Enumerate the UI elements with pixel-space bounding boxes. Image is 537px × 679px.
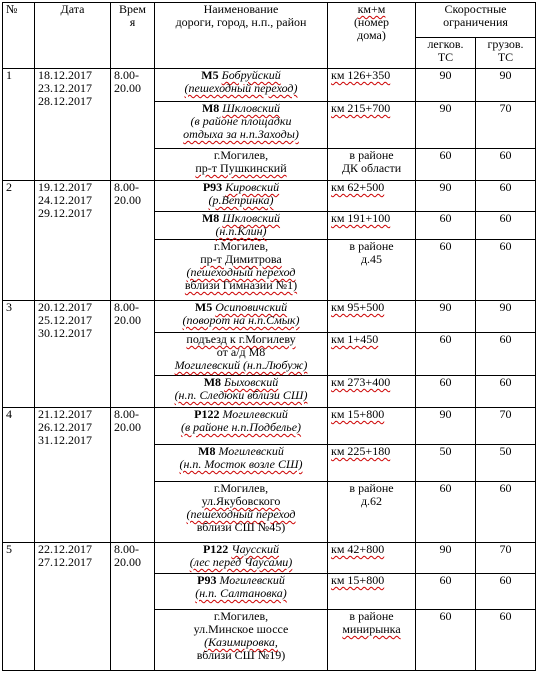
road-direction: Могилевский <box>218 444 284 458</box>
km-value: в районе <box>349 609 394 623</box>
truck-speed-limit <box>476 610 536 671</box>
road-cell <box>155 574 328 610</box>
time-value: 20.00 <box>114 420 141 434</box>
date-value: 23.12.2017 <box>38 81 92 95</box>
road-detail: г.Могилев, <box>213 148 269 162</box>
time-value: 20.00 <box>114 555 141 569</box>
truck-speed-limit <box>476 376 536 408</box>
time-cell <box>111 69 155 181</box>
km-value: км 273+400 <box>331 375 391 389</box>
truck-speed-value: 90 <box>499 68 512 82</box>
km-value: км 225+180 <box>331 444 391 458</box>
road-code: Р93 <box>202 180 223 194</box>
date-cell <box>35 181 111 301</box>
road-cell <box>155 149 328 181</box>
km-cell <box>328 181 416 212</box>
light-speed-value: 90 <box>439 407 452 421</box>
date-value: 22.12.2017 <box>38 542 92 556</box>
road-direction: Шкловский <box>222 211 281 225</box>
truck-speed-limit <box>476 301 536 333</box>
road-direction: Быховский <box>224 375 279 389</box>
time-value: 20.00 <box>114 81 141 95</box>
light-speed-value: 60 <box>439 609 452 623</box>
truck-speed-limit <box>476 69 536 102</box>
light-speed-value: 90 <box>439 101 452 115</box>
light-speed-value: 60 <box>439 211 452 225</box>
row-number <box>3 543 35 671</box>
road-cell <box>155 610 328 671</box>
light-speed-value: 60 <box>439 332 452 346</box>
time-value: 8.00- <box>114 300 139 314</box>
date-cell <box>35 69 111 181</box>
road-cell <box>155 376 328 408</box>
km-cell <box>328 543 416 574</box>
road-cell <box>155 408 328 445</box>
light-speed-value: 90 <box>439 542 452 556</box>
header-speed-limits: Скоростные ограничения <box>416 3 536 38</box>
row-number-text: 1 <box>6 68 12 82</box>
km-value: минирынка <box>342 622 401 636</box>
road-detail: (пешеходный переход) <box>184 81 298 95</box>
header-light-vehicles: легков. ТС <box>416 38 476 69</box>
date-value: 31.12.2017 <box>38 433 92 447</box>
light-speed-limit <box>416 149 476 181</box>
km-cell <box>328 376 416 408</box>
time-cell <box>111 543 155 671</box>
km-cell <box>328 69 416 102</box>
road-detail: от а/д М8 <box>216 345 266 359</box>
km-value: д.62 <box>360 494 383 508</box>
road-detail: (пешеходный переход <box>186 507 296 521</box>
light-speed-value: 90 <box>439 300 452 314</box>
km-cell <box>328 610 416 671</box>
road-cell <box>155 69 328 102</box>
km-value: км 126+350 <box>331 68 391 82</box>
road-cell <box>155 543 328 574</box>
km-value: км 191+100 <box>331 211 391 225</box>
light-speed-limit <box>416 445 476 482</box>
road-detail: подъезд к г.Могилеву <box>186 332 296 346</box>
truck-speed-limit <box>476 212 536 240</box>
truck-speed-limit <box>476 574 536 610</box>
road-cell <box>155 301 328 333</box>
road-code: М8 <box>203 375 222 389</box>
truck-speed-value: 70 <box>499 407 512 421</box>
km-cell <box>328 408 416 445</box>
road-detail: пр-т Димитрова <box>200 252 282 266</box>
row-number-text: 5 <box>6 542 12 556</box>
road-cell <box>155 482 328 543</box>
time-value: 8.00- <box>114 407 139 421</box>
row-number <box>3 408 35 543</box>
light-speed-value: 90 <box>439 180 452 194</box>
table-row <box>3 408 536 445</box>
road-direction: Осиповичский <box>215 300 288 314</box>
road-detail: (пешеходный переход <box>186 265 296 279</box>
road-detail: г.Могилев, <box>213 481 269 495</box>
header-date: Дата <box>35 3 111 69</box>
km-cell <box>328 333 416 376</box>
truck-speed-value: 50 <box>499 444 512 458</box>
truck-speed-value: 70 <box>499 101 512 115</box>
row-number <box>3 301 35 408</box>
light-speed-limit <box>416 240 476 301</box>
km-value: д.45 <box>360 252 383 266</box>
km-value: км 215+700 <box>331 101 391 115</box>
km-cell <box>328 149 416 181</box>
truck-speed-value: 60 <box>499 239 512 253</box>
date-value: 20.12.2017 <box>38 300 92 314</box>
header-num: № <box>3 3 35 69</box>
time-value: 8.00- <box>114 68 139 82</box>
road-direction: Шкловский <box>222 101 281 115</box>
date-value: 28.12.2017 <box>38 94 92 108</box>
date-value: 25.12.2017 <box>38 313 92 327</box>
truck-speed-limit <box>476 102 536 149</box>
truck-speed-value: 60 <box>499 332 512 346</box>
truck-speed-value: 60 <box>499 211 512 225</box>
road-detail: (р.Вепринка) <box>208 193 274 207</box>
speed-control-schedule-table <box>2 2 536 671</box>
road-cell <box>155 333 328 376</box>
road-detail: (в районе н.п.Подбелье) <box>180 420 302 434</box>
row-number-text: 2 <box>6 180 12 194</box>
truck-speed-limit <box>476 408 536 445</box>
date-value: 29.12.2017 <box>38 206 92 220</box>
road-cell <box>155 102 328 149</box>
table-row <box>3 301 536 333</box>
light-speed-limit <box>416 574 476 610</box>
truck-speed-value: 60 <box>499 481 512 495</box>
road-detail: вблизи Гимназии №1) <box>184 278 298 292</box>
km-cell <box>328 482 416 543</box>
km-value: км 15+800 <box>331 573 385 587</box>
km-value: км 62+500 <box>331 180 385 194</box>
km-cell <box>328 574 416 610</box>
date-value: 30.12.2017 <box>38 326 92 340</box>
road-detail: вблизи СШ №45) <box>196 520 286 534</box>
road-detail: ул.Якубовского <box>201 494 281 508</box>
road-code: М8 <box>201 211 220 225</box>
truck-speed-limit <box>476 333 536 376</box>
truck-speed-limit <box>476 482 536 543</box>
light-speed-limit <box>416 376 476 408</box>
road-detail: вблизи СШ №19) <box>196 648 286 662</box>
km-value: в районе <box>349 239 394 253</box>
road-detail: Могилевский (н.п.Любуж) <box>174 358 308 372</box>
time-cell <box>111 181 155 301</box>
date-cell <box>35 543 111 671</box>
km-cell <box>328 212 416 240</box>
road-code: М8 <box>201 101 220 115</box>
row-number <box>3 181 35 301</box>
date-value: 19.12.2017 <box>38 180 92 194</box>
road-direction: Могилевский <box>222 407 288 421</box>
road-direction: Чаусский <box>231 542 280 556</box>
truck-speed-limit <box>476 149 536 181</box>
light-speed-limit <box>416 102 476 149</box>
row-number <box>3 69 35 181</box>
road-code: М5 <box>194 300 213 314</box>
table-row <box>3 181 536 212</box>
road-detail: (н.п. Мосток возле СШ) <box>179 457 303 471</box>
road-detail: (н.п. Салтановка) <box>195 586 287 600</box>
header-trucks: грузов. ТС <box>476 38 536 69</box>
truck-speed-limit <box>476 543 536 574</box>
km-cell <box>328 445 416 482</box>
truck-speed-value: 90 <box>499 300 512 314</box>
road-code: Р93 <box>197 573 217 587</box>
road-detail: отдыха за н.п.Заходы) <box>183 127 299 141</box>
date-value: 27.12.2017 <box>38 555 92 569</box>
table-row <box>3 69 536 102</box>
table-row <box>3 543 536 574</box>
light-speed-limit <box>416 333 476 376</box>
light-speed-value: 50 <box>439 444 452 458</box>
km-value: км 95+500 <box>331 300 385 314</box>
truck-speed-value: 60 <box>499 573 512 587</box>
road-cell <box>155 445 328 482</box>
header-km: км+м (номер дома) <box>328 3 416 69</box>
road-detail: пр-т Пушкинский <box>195 161 287 175</box>
road-code: Р122 <box>202 542 229 556</box>
time-cell <box>111 408 155 543</box>
date-value: 18.12.2017 <box>38 68 92 82</box>
truck-speed-value: 60 <box>499 180 512 194</box>
km-cell <box>328 240 416 301</box>
light-speed-value: 60 <box>439 239 452 253</box>
truck-speed-value: 60 <box>499 148 512 162</box>
light-speed-limit <box>416 212 476 240</box>
light-speed-limit <box>416 543 476 574</box>
time-cell <box>111 301 155 408</box>
light-speed-limit <box>416 181 476 212</box>
km-value: км 15+800 <box>331 407 385 421</box>
light-speed-limit <box>416 482 476 543</box>
truck-speed-value: 60 <box>499 609 512 623</box>
light-speed-value: 60 <box>439 573 452 587</box>
date-value: 24.12.2017 <box>38 193 92 207</box>
time-value: 20.00 <box>114 193 141 207</box>
light-speed-limit <box>416 610 476 671</box>
date-cell <box>35 408 111 543</box>
road-detail: (поворот на н.п.Смык) <box>182 313 300 327</box>
road-direction: Кировский <box>225 180 280 194</box>
schedule-body <box>3 69 536 671</box>
row-number-text: 4 <box>6 407 12 421</box>
light-speed-value: 60 <box>439 148 452 162</box>
date-cell <box>35 301 111 408</box>
light-speed-limit <box>416 301 476 333</box>
truck-speed-value: 70 <box>499 542 512 556</box>
road-detail: (лес перед Чаусами) <box>189 555 293 569</box>
road-code: М8 <box>198 444 216 458</box>
km-cell <box>328 102 416 149</box>
road-cell <box>155 240 328 301</box>
road-direction: Могилевский <box>219 573 285 587</box>
header-time: Врем я <box>111 3 155 69</box>
road-detail: ул.Минское шоссе <box>193 622 289 636</box>
road-detail: (н.п.Клин) <box>215 224 267 238</box>
light-speed-value: 60 <box>439 481 452 495</box>
light-speed-value: 60 <box>439 375 452 389</box>
time-value: 8.00- <box>114 542 139 556</box>
km-cell <box>328 301 416 333</box>
road-code: Р122 <box>194 407 220 421</box>
road-detail: (н.п. Следюки вблизи СШ) <box>174 388 308 402</box>
km-value: в районе <box>349 148 394 162</box>
road-detail: г.Могилев, <box>213 609 269 623</box>
truck-speed-limit <box>476 240 536 301</box>
light-speed-limit <box>416 408 476 445</box>
truck-speed-value: 60 <box>499 375 512 389</box>
km-value: км 42+800 <box>331 542 385 556</box>
km-value: ДК области <box>341 161 402 175</box>
date-value: 26.12.2017 <box>38 420 92 434</box>
km-value: в районе <box>349 481 394 495</box>
road-code: М5 <box>201 68 219 82</box>
time-value: 20.00 <box>114 313 141 327</box>
road-detail: (в районе площадки <box>190 114 292 128</box>
time-value: 8.00- <box>114 180 139 194</box>
road-direction: Бобруйский <box>221 68 281 82</box>
road-detail: (Казимировка, <box>204 635 278 649</box>
light-speed-value: 90 <box>439 68 452 82</box>
road-cell <box>155 212 328 240</box>
road-cell <box>155 181 328 212</box>
km-value: км 1+450 <box>331 332 379 346</box>
light-speed-limit <box>416 69 476 102</box>
truck-speed-limit <box>476 181 536 212</box>
row-number-text: 3 <box>6 300 12 314</box>
road-detail: г.Могилев, <box>213 239 269 253</box>
truck-speed-limit <box>476 445 536 482</box>
header-road-name: Наименование дороги, город, н.п., район <box>155 3 328 69</box>
date-value: 21.12.2017 <box>38 407 92 421</box>
